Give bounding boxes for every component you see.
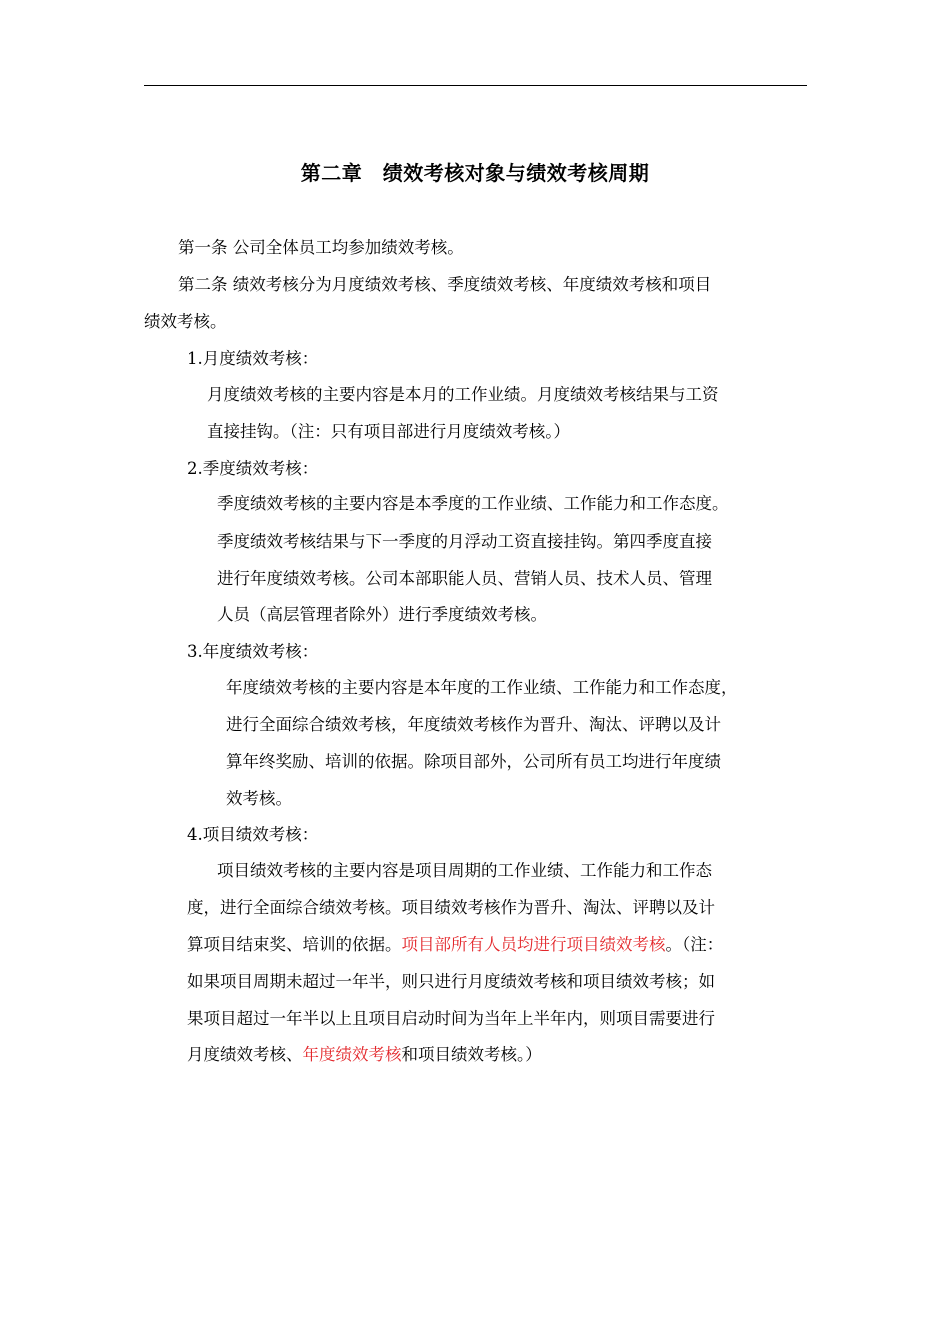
article-1: 第一条 公司全体员工均参加绩效考核。: [178, 238, 464, 257]
project-line-5: 果项目超过一年半以上且项目启动时间为当年上半年内，则项目需要进行: [187, 1009, 715, 1028]
project-line-2: 度，进行全面综合绩效考核。项目绩效考核作为晋升、淘汰、评聘以及计: [187, 898, 715, 917]
project-line-6-a: 月度绩效考核、: [187, 1045, 303, 1064]
annual-line-4: 效考核。: [226, 789, 292, 808]
annual-line-2: 进行全面综合绩效考核，年度绩效考核作为晋升、淘汰、评聘以及计: [226, 715, 721, 734]
project-line-3-b: 。（注：: [665, 935, 724, 954]
project-line-3-a: 算项目结束奖、培训的依据。: [187, 935, 402, 954]
quarterly-line-3: 进行年度绩效考核。公司本部职能人员、营销人员、技术人员、管理: [217, 569, 712, 588]
annual-line-3: 算年终奖励、培训的依据。除项目部外，公司所有员工均进行年度绩: [226, 752, 721, 771]
quarterly-line-2: 季度绩效考核结果与下一季度的月浮动工资直接挂钩。第四季度直接: [217, 532, 712, 551]
project-line-6: [187, 1044, 542, 1066]
project-heading: 4.项目绩效考核：: [187, 825, 319, 844]
project-line-6-highlight: 年度绩效考核: [302, 1045, 402, 1064]
header-rule: [144, 85, 807, 86]
project-line-3-highlight: 项目部所有人员均进行项目绩效考核: [401, 935, 666, 954]
annual-line-1: 年度绩效考核的主要内容是本年度的工作业绩、工作能力和工作态度，: [226, 678, 738, 697]
chapter-title: 第二章 绩效考核对象与绩效考核周期: [300, 161, 650, 185]
quarterly-line-1: 季度绩效考核的主要内容是本季度的工作业绩、工作能力和工作态度。: [217, 494, 729, 513]
monthly-line-1: 月度绩效考核的主要内容是本月的工作业绩。月度绩效考核结果与工资: [207, 385, 719, 404]
monthly-line-2: 直接挂钩。（注：只有项目部进行月度绩效考核。）: [207, 422, 570, 441]
article-2-line-1: 第二条 绩效考核分为月度绩效考核、季度绩效考核、年度绩效考核和项目: [178, 275, 712, 294]
article-2-line-2: 绩效考核。: [144, 312, 227, 331]
project-line-4: 如果项目周期未超过一年半，则只进行月度绩效考核和项目绩效考核；如: [187, 972, 715, 991]
project-line-3: [187, 934, 723, 956]
quarterly-line-4: 人员（高层管理者除外）进行季度绩效考核。: [217, 605, 547, 624]
project-line-6-b: 和项目绩效考核。）: [401, 1045, 542, 1064]
annual-heading: 3.年度绩效考核：: [187, 642, 319, 661]
monthly-heading: 1.月度绩效考核：: [187, 349, 319, 368]
quarterly-heading: 2.季度绩效考核：: [187, 459, 319, 478]
project-line-1: 项目绩效考核的主要内容是项目周期的工作业绩、工作能力和工作态: [217, 861, 712, 880]
